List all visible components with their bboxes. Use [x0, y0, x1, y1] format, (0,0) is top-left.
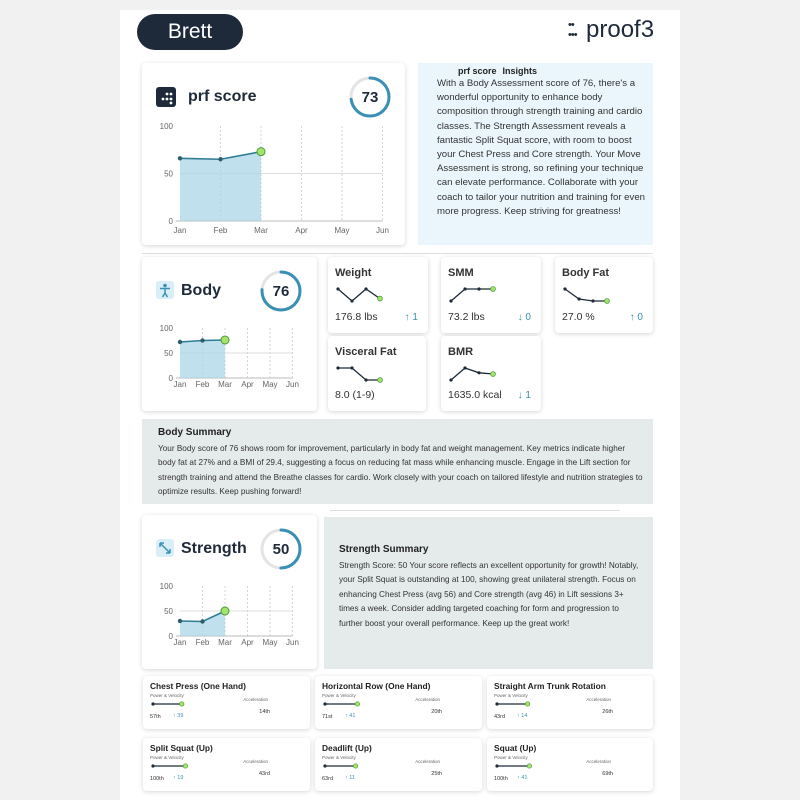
- bar-end-point: [527, 764, 531, 768]
- acceleration-label: Acceleration: [586, 697, 611, 702]
- x-tick-label: Feb: [213, 226, 228, 235]
- bar-start-point: [495, 702, 498, 705]
- y-tick-label: 100: [159, 582, 173, 591]
- x-tick-label: Feb: [195, 380, 210, 389]
- exercise-delta: ↑ 41: [345, 713, 356, 719]
- power-velocity-rank: 71st: [322, 714, 333, 720]
- bar-start-point: [151, 764, 154, 767]
- metric-title: BMR: [448, 346, 474, 358]
- y-tick-label: 0: [168, 374, 173, 383]
- prf-score-value: 73: [361, 89, 379, 106]
- body-figure-icon: [156, 281, 174, 299]
- exercise-title: Split Squat (Up): [150, 743, 213, 753]
- insights-heading: [458, 66, 537, 76]
- x-tick-label: Jun: [376, 226, 389, 235]
- body-score-value: 76: [272, 283, 290, 300]
- y-tick-label: 50: [164, 349, 173, 358]
- sparkline-point: [477, 287, 480, 290]
- metric-value: 73.2 lbs: [448, 311, 485, 323]
- data-point: [200, 338, 204, 342]
- metric-value: 1635.0 kcal: [448, 389, 502, 401]
- exercise-title: Chest Press (One Hand): [150, 681, 246, 691]
- exercise-card-squat[interactable]: [487, 738, 653, 791]
- metric-value: 8.0 (1-9): [335, 389, 375, 401]
- exercise-subtitle: Power & Velocity: [494, 693, 528, 698]
- logo-dots-icon: •• •••: [568, 19, 577, 41]
- power-velocity-rank: 100th: [494, 776, 508, 782]
- sparkline-path: [451, 368, 493, 380]
- data-point: [200, 619, 204, 623]
- acceleration-rank: 20th: [431, 709, 442, 715]
- sparkline-point: [463, 287, 466, 290]
- exercise-delta: ↑ 41: [517, 775, 528, 781]
- strength-title: Strength: [181, 540, 247, 557]
- exercise-card-split-squat[interactable]: [143, 738, 310, 791]
- sparkline-point: [491, 372, 496, 377]
- user-name-pill[interactable]: [137, 14, 243, 50]
- data-point: [221, 607, 229, 615]
- sparkline-point: [491, 287, 496, 292]
- sparkline-point: [336, 366, 339, 369]
- exercise-title: Horizontal Row (One Hand): [322, 681, 431, 691]
- power-velocity-bar: [494, 700, 536, 708]
- data-point: [221, 336, 229, 344]
- exercise-card-trunk-rotation[interactable]: [487, 676, 653, 729]
- bar-end-point: [355, 702, 359, 706]
- bar-start-point: [323, 702, 326, 705]
- exercise-card-horizontal-row[interactable]: [315, 676, 482, 729]
- x-tick-label: Jun: [286, 638, 299, 647]
- sparkline-point: [364, 378, 367, 381]
- exercise-card-deadlift[interactable]: [315, 738, 482, 791]
- acceleration-label: Acceleration: [586, 759, 611, 764]
- x-tick-label: May: [262, 638, 278, 647]
- prf-score-chart: [142, 118, 405, 243]
- x-tick-label: Mar: [254, 226, 268, 235]
- acceleration-rank: 43rd: [258, 771, 270, 777]
- series-area: [180, 152, 261, 221]
- x-tick-label: May: [334, 226, 350, 235]
- sparkline-point: [563, 287, 566, 290]
- prf-score-icon: [156, 87, 176, 107]
- exercise-card-chest-press[interactable]: [143, 676, 310, 729]
- sparkline-point: [350, 366, 353, 369]
- exercise-title: Squat (Up): [494, 743, 537, 753]
- metric-delta: ↑ 1: [404, 312, 418, 323]
- x-tick-label: Apr: [241, 380, 254, 389]
- sparkline-point: [364, 287, 367, 290]
- metric-title: Weight: [335, 267, 372, 279]
- exercise-title: Straight Arm Trunk Rotation: [494, 681, 606, 691]
- x-tick-label: Jun: [286, 380, 299, 389]
- body-summary-title: Body Summary: [158, 427, 232, 438]
- insights-text: With a Body Assessment score of 76, there's a wonderful opportunity to enhance body composition through strength training and cardio classes. The Strength Assessment reveals a fantastic Split Squat score, with room to boost your Chest Press and Core strength. Your Move Assessment is strong, so refining your technique can elevate performance. Collaborate with your coach to tailor your nutrition and training for even more progress. Keep striving for greatness!: [437, 78, 645, 217]
- sparkline-point: [350, 299, 353, 302]
- sparkline-path: [338, 289, 380, 301]
- metric-card-visceral-fat[interactable]: [328, 336, 426, 411]
- exercise-delta: ↑ 39: [173, 713, 184, 719]
- exercise-subtitle: Power & Velocity: [494, 755, 528, 760]
- power-velocity-rank: 63rd: [322, 776, 334, 782]
- metric-delta: ↓ 0: [517, 312, 531, 323]
- bar-start-point: [495, 764, 498, 767]
- power-velocity-bar: [150, 762, 192, 770]
- bar-start-point: [323, 764, 326, 767]
- y-tick-label: 100: [159, 324, 173, 333]
- metric-delta: ↑ 0: [629, 312, 643, 323]
- expand-arrows-icon: [156, 539, 174, 557]
- y-tick-label: 50: [164, 169, 173, 179]
- insights-panel: [418, 63, 653, 245]
- bar-start-point: [151, 702, 154, 705]
- sparkline-point: [449, 378, 452, 381]
- metric-value: 27.0 %: [562, 311, 595, 323]
- sparkline-point: [378, 378, 383, 383]
- acceleration-label: Acceleration: [243, 759, 268, 764]
- bar-end-point: [525, 702, 529, 706]
- y-tick-label: 0: [168, 632, 173, 641]
- metric-sparkline: [448, 286, 498, 306]
- y-tick-label: 50: [164, 607, 173, 616]
- metric-title: Visceral Fat: [335, 346, 397, 358]
- y-tick-label: 0: [168, 217, 173, 226]
- data-point: [178, 340, 182, 344]
- insights-tag: prf score: [458, 66, 497, 76]
- power-velocity-bar: [322, 700, 364, 708]
- prf-score-card[interactable]: [142, 63, 405, 245]
- section-divider: [142, 253, 653, 254]
- bar-end-point: [183, 764, 187, 768]
- data-point: [257, 148, 265, 156]
- logo-text: proof3: [586, 16, 655, 43]
- metric-title: SMM: [448, 267, 474, 279]
- metric-sparkline: [448, 365, 498, 385]
- acceleration-label: Acceleration: [415, 759, 440, 764]
- metric-sparkline: [335, 365, 385, 385]
- power-velocity-bar: [494, 762, 536, 770]
- exercise-delta: ↑ 14: [517, 713, 528, 719]
- sparkline-point: [591, 299, 594, 302]
- metric-sparkline: [562, 286, 612, 306]
- sparkline-path: [338, 368, 380, 380]
- x-tick-label: Jan: [173, 638, 187, 647]
- data-point: [178, 156, 182, 160]
- strength-score-card[interactable]: [142, 515, 317, 669]
- exercise-subtitle: Power & Velocity: [322, 693, 356, 698]
- data-point: [218, 157, 222, 161]
- body-summary: [142, 419, 653, 504]
- acceleration-rank: 26th: [602, 709, 613, 715]
- x-tick-label: Apr: [295, 226, 308, 235]
- acceleration-label: Acceleration: [243, 697, 268, 702]
- power-velocity-rank: 57th: [150, 714, 161, 720]
- x-tick-label: Mar: [218, 638, 232, 647]
- body-title: Body: [181, 282, 221, 299]
- sparkline-point: [605, 299, 610, 304]
- acceleration-rank: 25th: [431, 771, 442, 777]
- exercise-delta: ↑ 19: [173, 775, 184, 781]
- exercise-title: Deadlift (Up): [322, 743, 372, 753]
- metric-value: 176.8 lbs: [335, 311, 378, 323]
- acceleration-label: Acceleration: [415, 697, 440, 702]
- metric-card-bmr[interactable]: [441, 336, 541, 411]
- exercise-subtitle: Power & Velocity: [150, 693, 184, 698]
- exercise-subtitle: Power & Velocity: [322, 755, 356, 760]
- sparkline-path: [565, 289, 607, 301]
- user-name: Brett: [167, 20, 213, 43]
- x-tick-label: May: [262, 380, 278, 389]
- x-tick-label: Apr: [241, 638, 254, 647]
- strength-score-chart: [142, 579, 317, 654]
- series-area: [180, 340, 225, 378]
- power-velocity-bar: [322, 762, 364, 770]
- acceleration-rank: 14th: [259, 709, 270, 715]
- exercise-subtitle: Power & Velocity: [150, 755, 184, 760]
- sparkline-point: [378, 296, 383, 301]
- sparkline-point: [463, 366, 466, 369]
- power-velocity-rank: 43rd: [494, 714, 506, 720]
- sparkline-point: [577, 297, 580, 300]
- brand-logo: [568, 16, 654, 44]
- strength-summary: [324, 517, 653, 669]
- acceleration-rank: 69th: [602, 771, 613, 777]
- sparkline-point: [477, 371, 480, 374]
- x-tick-label: Feb: [195, 638, 210, 647]
- bar-end-point: [353, 764, 357, 768]
- strength-score-value: 50: [272, 541, 290, 558]
- metric-sparkline: [335, 286, 385, 306]
- sparkline-point: [449, 299, 452, 302]
- bar-end-point: [180, 702, 184, 706]
- power-velocity-rank: 100th: [150, 776, 164, 782]
- x-tick-label: Mar: [218, 380, 232, 389]
- body-summary-text: Your Body score of 76 shows room for improvement, particularly in body fat and weight management. Key metrics indicate higher body fat at 27% and a BMI of 29.4, suggesting a focus on reducing fat mass while enhancing muscle. Engage in the Lift section for strength training and attend the Breathe classes for cardio. Work closely with your coach on tailored lifestyle and nutrition strategies to optimize results. Keep pushing forward!: [158, 444, 643, 497]
- sparkline-point: [336, 287, 339, 290]
- insights-title: Insights: [502, 66, 538, 76]
- y-tick-label: 100: [159, 122, 173, 131]
- metric-card-smm[interactable]: [441, 257, 541, 333]
- metric-card-weight[interactable]: [328, 257, 428, 333]
- body-score-chart: [142, 321, 317, 396]
- metric-delta: ↓ 1: [517, 390, 531, 401]
- exercise-delta: ↑ 11: [345, 775, 355, 781]
- power-velocity-bar: [150, 700, 192, 708]
- x-tick-label: Jan: [173, 226, 187, 235]
- data-point: [178, 619, 182, 623]
- metric-title: Body Fat: [562, 267, 610, 279]
- strength-summary-text: Strength Score: 50 Your score reflects an excellent opportunity for growth! Notably, your Split Squat is outstanding at 100, showing great unilateral strength. Focus on enhancing Chest Press (avg 56) and Core strength (avg 46) in Lift sessions 3+ times a week. Consider adding targeted coaching for form and progression to further boost your overall performance. Keep up the great work!: [339, 561, 639, 628]
- metric-card-body-fat[interactable]: [555, 257, 653, 333]
- x-tick-label: Jan: [173, 380, 187, 389]
- prf-score-title: prf score: [188, 88, 257, 105]
- strength-summary-title: Strength Summary: [339, 544, 429, 555]
- section-divider-2: [330, 510, 620, 511]
- sparkline-path: [451, 289, 493, 301]
- body-score-card[interactable]: [142, 257, 317, 411]
